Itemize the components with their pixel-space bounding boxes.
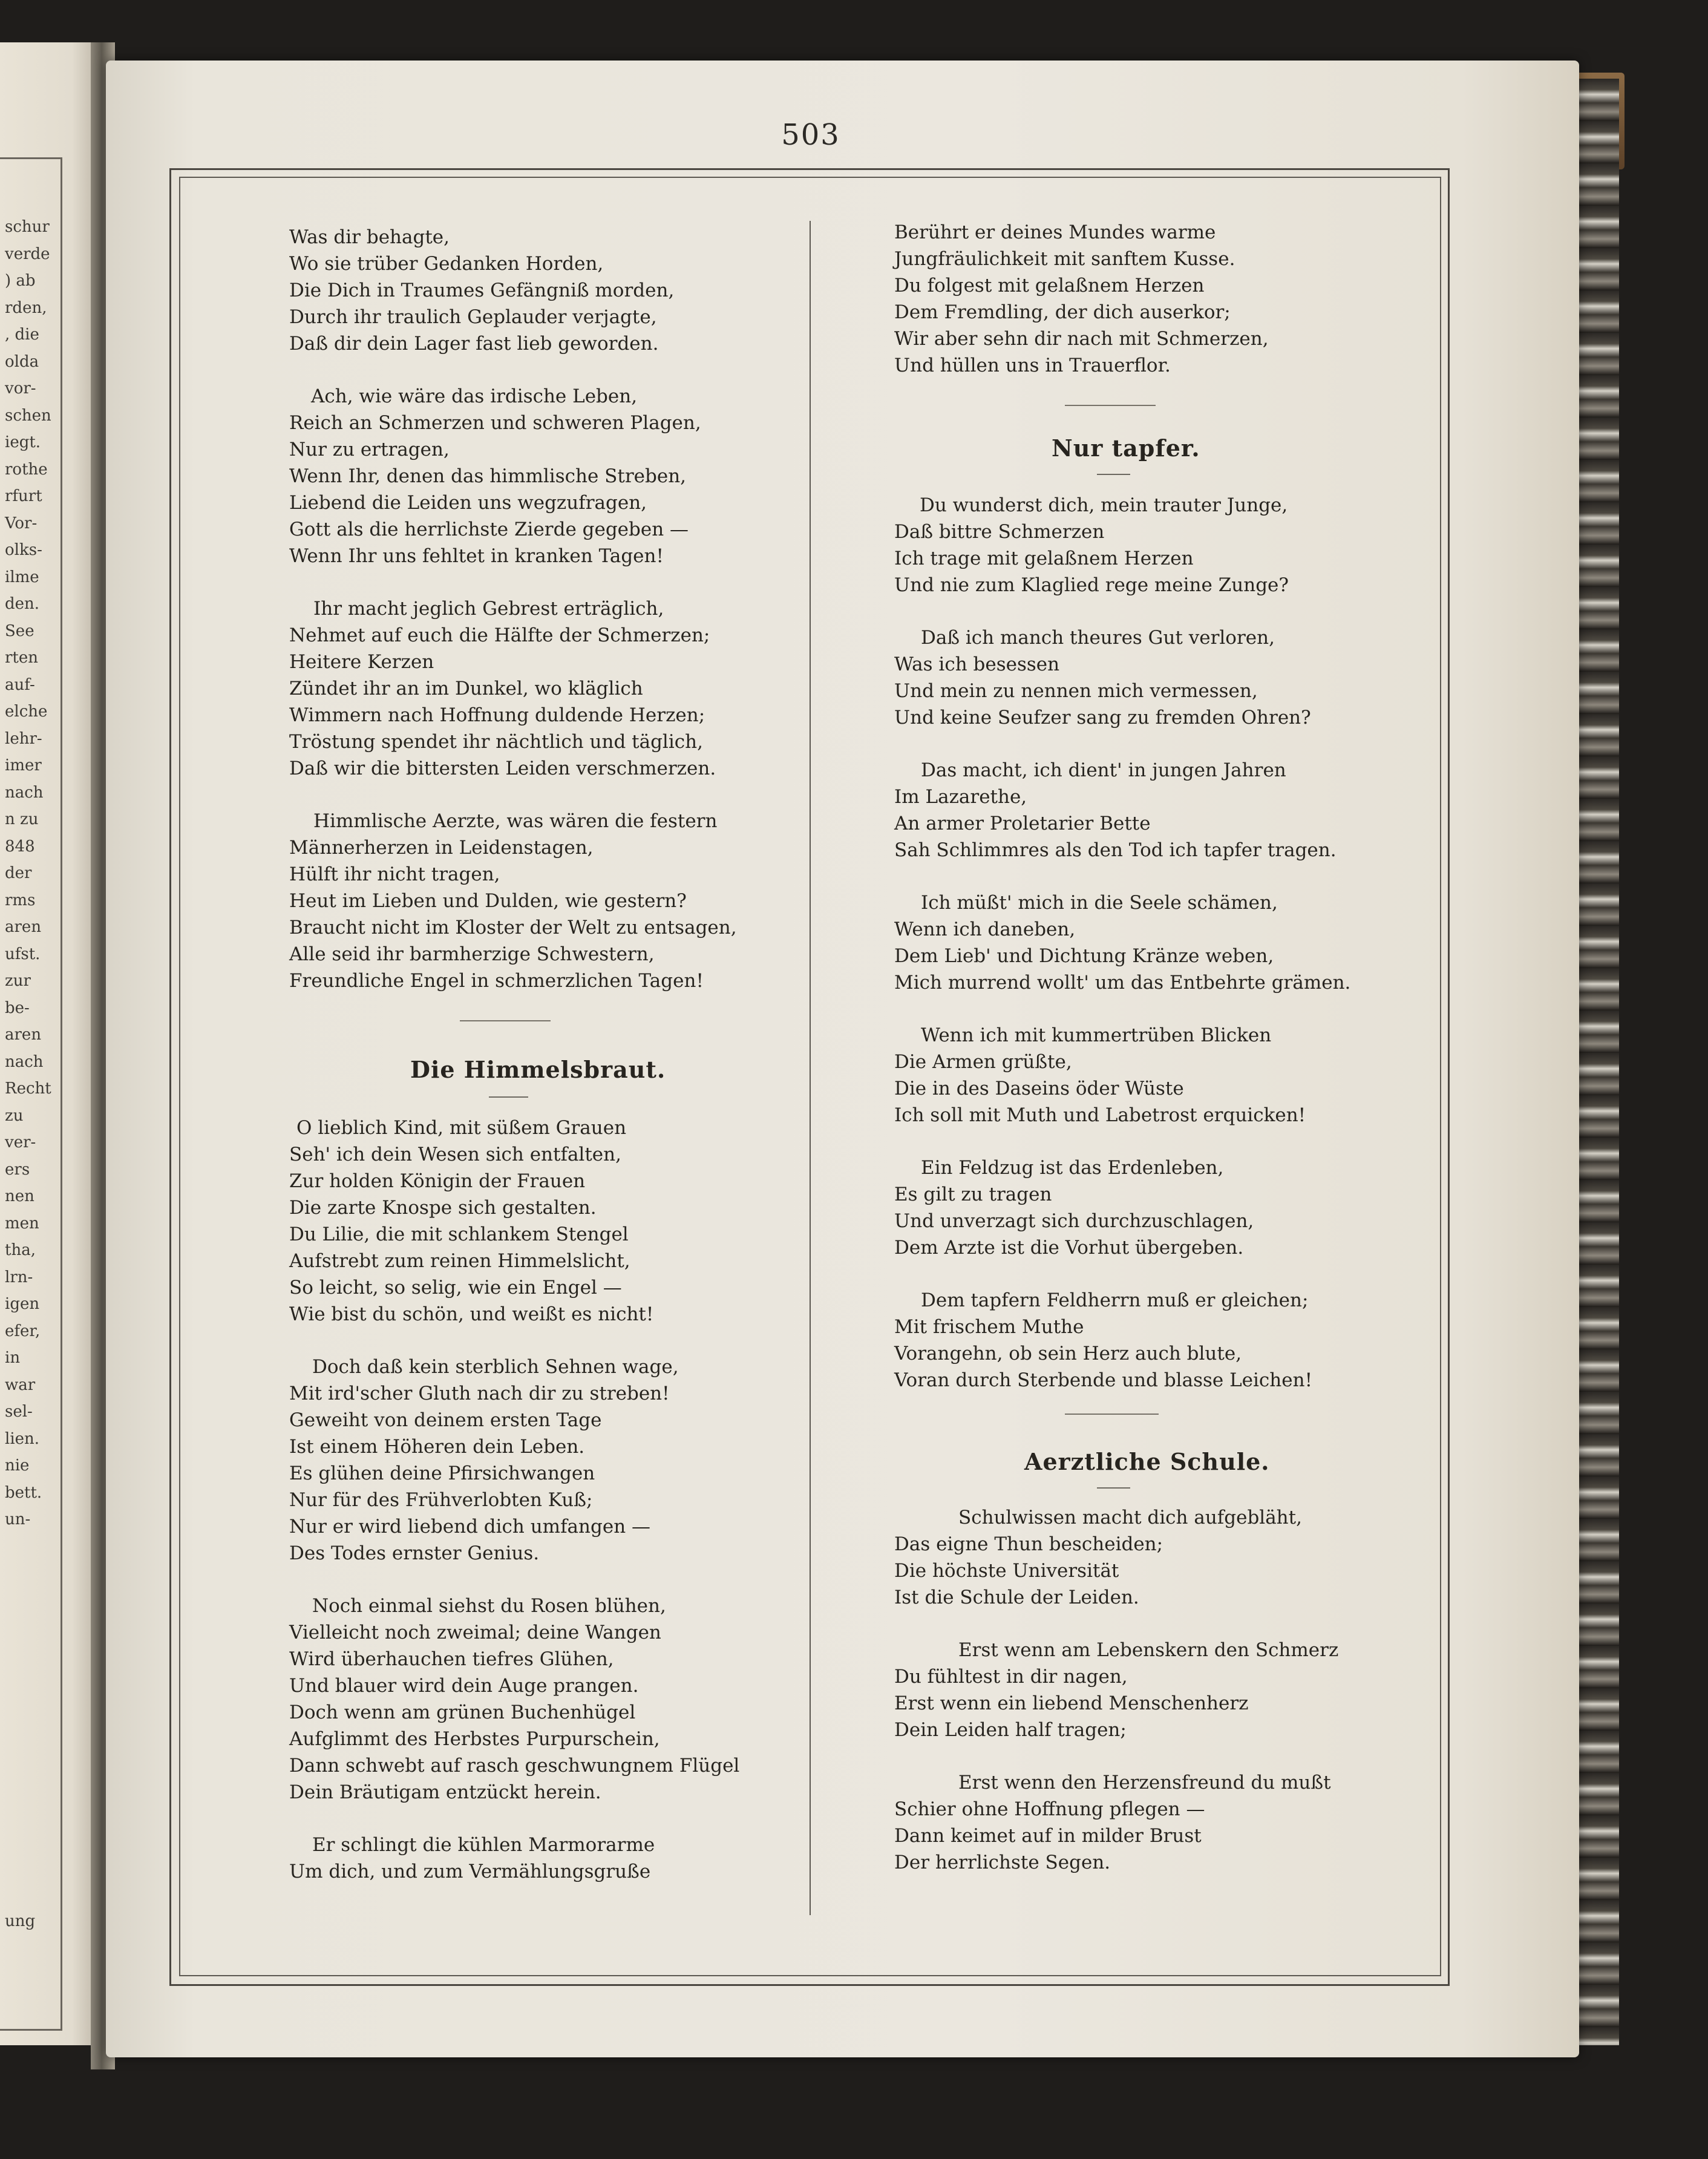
verse-line: O lieblich Kind, mit süßem Grauen [296, 1117, 627, 1139]
poem-himmelsbraut [289, 1115, 785, 1885]
stanza [894, 1769, 1415, 1876]
verse-line: Daß wir die bittersten Leiden verschmerzen. [289, 758, 716, 779]
verse-line: Erst wenn ein liebend Menschenherz [894, 1692, 1249, 1714]
verse-line: Nehmet auf euch die Hälfte der Schmerzen; [289, 624, 710, 646]
section-separator [1065, 405, 1156, 406]
verse-line: Dem tapfern Feldherrn muß er gleichen; [921, 1289, 1309, 1311]
stanza [289, 383, 785, 569]
verse-line: Geweiht von deinem ersten Tage [289, 1409, 602, 1431]
left-page-fragment: nach [5, 783, 44, 802]
verse-line: Was dir behagte, [289, 226, 450, 248]
left-page-fragment: verde [5, 244, 50, 263]
left-page-fragment: ung [5, 1912, 36, 1930]
left-page-fragment: zur [5, 972, 31, 990]
left-page-fragment: aren [5, 1026, 42, 1044]
left-page-fragment: rfurt [5, 487, 42, 505]
verse-line: Daß ich manch theures Gut verloren, [921, 627, 1275, 649]
verse-line: Zündet ihr an im Dunkel, wo kläglich [289, 678, 643, 699]
verse-line: Heitere Kerzen [289, 651, 434, 673]
verse-line: Des Todes ernster Genius. [289, 1542, 540, 1564]
left-page-fragment: un- [5, 1510, 31, 1528]
verse-line: Ich soll mit Muth und Labetrost erquicken! [894, 1104, 1306, 1126]
verse-line: Alle seid ihr barmherzige Schwestern, [289, 943, 655, 965]
verse-line: Der herrlichste Segen. [894, 1852, 1111, 1873]
stanza [894, 889, 1415, 996]
verse-line: Aufglimmt des Herbstes Purpurschein, [289, 1728, 660, 1750]
verse-line: Noch einmal siehst du Rosen blühen, [312, 1595, 666, 1617]
left-page-fragment: ver- [5, 1133, 36, 1152]
stanza [289, 1832, 785, 1885]
verse-line: Wimmern nach Hoffnung duldende Herzen; [289, 704, 705, 726]
left-page-fragment: auf- [5, 675, 35, 694]
section-separator [460, 1020, 551, 1021]
stanza [289, 224, 785, 357]
verse-line: Und unverzagt sich durchzuschlagen, [894, 1210, 1254, 1232]
stanza [894, 1155, 1415, 1261]
poem-title-nur-tapfer: Nur tapfer. [1052, 434, 1200, 462]
verse-line: Die höchste Universität [894, 1560, 1119, 1582]
left-page-fragment: sel- [5, 1403, 33, 1421]
right-intro-poem [894, 219, 1415, 379]
verse-line: Die zarte Knospe sich gestalten. [289, 1197, 597, 1219]
verse-line: Heut im Lieben und Dulden, wie gestern? [289, 890, 687, 912]
verse-line: Schier ohne Hoffnung pflegen — [894, 1798, 1205, 1820]
right-column [894, 219, 1415, 1902]
left-page-fragment: ers [5, 1160, 30, 1179]
verse-line: Daß dir dein Lager fast lieb geworden. [289, 333, 659, 355]
verse-line: Die Armen grüßte, [894, 1051, 1072, 1073]
verse-line: Im Lazarethe, [894, 786, 1027, 808]
verse-line: So leicht, so selig, wie ein Engel — [289, 1277, 622, 1299]
stanza [289, 1593, 785, 1806]
page-number: 503 [781, 118, 840, 152]
left-column [289, 224, 785, 1911]
stanza [894, 757, 1415, 863]
verse-line: Jungfräulichkeit mit sanftem Kusse. [894, 248, 1235, 270]
verse-line: Wie bist du schön, und weißt es nicht! [289, 1303, 654, 1325]
verse-line: Dann schwebt auf rasch geschwungnem Flügel [289, 1755, 740, 1777]
left-page-fragment: olda [5, 352, 39, 371]
verse-line: Du Lilie, die mit schlankem Stengel [289, 1224, 629, 1245]
verse-line: Es gilt zu tragen [894, 1184, 1052, 1205]
verse-line: Gott als die herrlichste Zierde gegeben — [289, 519, 689, 540]
verse-line: Du fühltest in dir nagen, [894, 1666, 1128, 1688]
left-page-fragment: rms [5, 891, 36, 909]
verse-line: Braucht nicht im Kloster der Welt zu entsagen, [289, 917, 737, 939]
verse-line: Er schlingt die kühlen Marmorarme [312, 1834, 655, 1856]
verse-line: Himmlische Aerzte, was wären die festern [313, 810, 718, 832]
verse-line: Wenn ich daneben, [894, 919, 1076, 940]
left-page-fragment: ) ab [5, 272, 36, 290]
verse-line: Nur er wird liebend dich umfangen — [289, 1516, 651, 1538]
verse-line: Und keine Seufzer sang zu fremden Ohren? [894, 707, 1311, 729]
verse-line: Männerherzen in Leidenstagen, [289, 837, 594, 859]
left-page-fragment: in [5, 1349, 21, 1367]
verse-line: Doch daß kein sterblich Sehnen wage, [312, 1356, 679, 1378]
stanza [894, 1637, 1415, 1743]
left-page-fragment: vor- [5, 379, 36, 398]
verse-line: Voran durch Sterbende und blasse Leichen! [894, 1369, 1313, 1391]
verse-line: Wenn Ihr uns fehltet in kranken Tagen! [289, 545, 664, 567]
left-page-fragment: lrn- [5, 1268, 33, 1286]
left-page-fragment: 848 [5, 837, 35, 856]
poem-title-aerztliche-schule: Aerztliche Schule. [1024, 1448, 1270, 1475]
verse-line: Und hüllen uns in Trauerflor. [894, 355, 1171, 376]
verse-line: Erst wenn den Herzensfreund du mußt [958, 1772, 1331, 1794]
stanza [894, 1022, 1415, 1129]
left-page-fragment: n zu [5, 810, 39, 828]
verse-line: Ihr macht jeglich Gebrest erträglich, [313, 598, 664, 620]
verse-line: Um dich, und zum Vermählungsgruße [289, 1861, 651, 1882]
verse-line: Wir aber sehn dir nach mit Schmerzen, [894, 328, 1269, 350]
left-page-fragment: nach [5, 1052, 44, 1071]
left-page-fragment: schen [5, 406, 51, 425]
left-page-fragment: Recht [5, 1080, 51, 1098]
left-page-fragment: Vor- [5, 514, 38, 532]
column-divider [810, 221, 811, 1915]
left-page-fragment: ilme [5, 568, 39, 586]
verse-line: Das eigne Thun bescheiden; [894, 1533, 1163, 1555]
verse-line: Dem Arzte ist die Vorhut übergeben. [894, 1237, 1244, 1259]
verse-line: Du folgest mit gelaßnem Herzen [894, 275, 1205, 296]
verse-line: Dem Lieb' und Dichtung Kränze weben, [894, 945, 1274, 967]
poem-title-himmelsbraut: Die Himmelsbraut. [410, 1056, 666, 1083]
verse-line: Mich murrend wollt' um das Entbehrte grämen. [894, 972, 1351, 994]
verse-line: Liebend die Leiden uns wegzufragen, [289, 492, 647, 514]
title-underline [1097, 1487, 1130, 1489]
poem-aerztliche-schule [894, 1504, 1415, 1876]
stanza [894, 219, 1415, 379]
left-page-fragment: men [5, 1214, 39, 1233]
verse-line: Dein Bräutigam entzückt herein. [289, 1781, 601, 1803]
verse-line: Ich müßt' mich in die Seele schämen, [921, 892, 1278, 914]
left-page-fragment: nen [5, 1187, 34, 1205]
left-page-fragment: den. [5, 595, 40, 613]
verse-line: Reich an Schmerzen und schweren Plagen, [289, 412, 701, 434]
left-page-fragment: lien. [5, 1429, 40, 1448]
left-page-edge [0, 42, 103, 2045]
verse-line: Mit ird'scher Gluth nach dir zu streben! [289, 1383, 670, 1404]
left-page-fragment: nie [5, 1456, 30, 1475]
verse-line: Was ich besessen [894, 654, 1060, 675]
left-page-fragment: der [5, 864, 32, 882]
left-intro-poem [289, 224, 785, 994]
left-page-fragment: rothe [5, 460, 48, 479]
verse-line: Wird überhauchen tiefres Glühen, [289, 1648, 614, 1670]
left-page-fragment: aren [5, 918, 42, 936]
left-page-fragment: olks- [5, 541, 42, 559]
verse-line: Daß bittre Schmerzen [894, 521, 1105, 543]
verse-line: Ich trage mit gelaßnem Herzen [894, 548, 1194, 569]
verse-line: Und nie zum Klaglied rege meine Zunge? [894, 574, 1289, 596]
verse-line: Durch ihr traulich Geplauder verjagte, [289, 306, 657, 328]
verse-line: Ist einem Höheren dein Leben. [289, 1436, 585, 1458]
verse-line: Doch wenn am grünen Buchenhügel [289, 1702, 636, 1723]
verse-line: Und mein zu nennen mich vermessen, [894, 680, 1258, 702]
left-page-fragment: imer [5, 756, 42, 775]
verse-line: Wenn ich mit kummertrüben Blicken [921, 1024, 1272, 1046]
verse-line: Du wunderst dich, mein trauter Junge, [920, 494, 1288, 516]
left-page-fragment: schur [5, 218, 50, 236]
stanza [894, 1504, 1415, 1611]
stanza [289, 595, 785, 782]
verse-line: Die in des Daseins öder Wüste [894, 1078, 1184, 1099]
left-page-fragment: be- [5, 998, 30, 1017]
verse-line: Das macht, ich dient' in jungen Jahren [921, 759, 1286, 781]
left-page-fragment: ufst. [5, 945, 41, 963]
verse-line: Seh' ich dein Wesen sich entfalten, [289, 1144, 621, 1165]
verse-line: Berührt er deines Mundes warme [894, 221, 1216, 243]
left-page-fragment: bett. [5, 1483, 42, 1502]
verse-line: Erst wenn am Lebenskern den Schmerz [958, 1639, 1339, 1661]
left-page-fragment: rden, [5, 298, 47, 317]
stanza [894, 1287, 1415, 1394]
verse-line: Zur holden Königin der Frauen [289, 1170, 586, 1192]
verse-line: Ist die Schule der Leiden. [894, 1587, 1139, 1608]
verse-line: Es glühen deine Pfirsichwangen [289, 1463, 595, 1484]
verse-line: Ach, wie wäre das irdische Leben, [311, 385, 638, 407]
verse-line: An armer Proletarier Bette [894, 813, 1151, 834]
left-page-fragment: iegt. [5, 433, 41, 451]
left-page-fragment: zu [5, 1106, 24, 1125]
title-underline [489, 1096, 528, 1098]
verse-line: Und blauer wird dein Auge prangen. [289, 1675, 639, 1697]
verse-line: Vorangehn, ob sein Herz auch blute, [894, 1343, 1242, 1365]
stanza [289, 1115, 785, 1328]
stanza [894, 492, 1415, 598]
verse-line: Dem Fremdling, der dich auserkor; [894, 301, 1231, 323]
left-page-fragment: elche [5, 703, 48, 721]
verse-line: Aufstrebt zum reinen Himmelslicht, [289, 1250, 630, 1272]
verse-line: Schulwissen macht dich aufgebläht, [958, 1507, 1302, 1528]
section-separator [1065, 1414, 1159, 1415]
left-page-fragment: , die [5, 326, 39, 344]
verse-line: Wo sie trüber Gedanken Horden, [289, 253, 604, 275]
left-page-fragment: rten [5, 649, 39, 667]
verse-line: Vielleicht noch zweimal; deine Wangen [289, 1622, 661, 1643]
poem-nur-tapfer [894, 492, 1415, 1394]
verse-line: Wenn Ihr, denen das himmlische Streben, [289, 465, 687, 487]
left-page-fragment: igen [5, 1295, 40, 1313]
verse-line: Die Dich in Traumes Gefängniß morden, [289, 280, 675, 301]
verse-line: Hülft ihr nicht tragen, [289, 863, 500, 885]
left-page-fragment: efer, [5, 1322, 41, 1340]
left-page-fragment: See [5, 621, 34, 640]
stanza [289, 808, 785, 994]
verse-line: Dann keimet auf in milder Brust [894, 1825, 1202, 1847]
verse-line: Ein Feldzug ist das Erdenleben, [921, 1157, 1224, 1179]
verse-line: Nur für des Frühverlobten Kuß; [289, 1489, 593, 1511]
left-page-fragment: war [5, 1375, 36, 1394]
title-underline [1097, 474, 1130, 475]
verse-line: Mit frischem Muthe [894, 1316, 1084, 1338]
left-page-fragment: tha, [5, 1241, 36, 1259]
verse-line: Tröstung spendet ihr nächtlich und täglich, [289, 731, 703, 753]
left-page-fragment: lehr- [5, 729, 42, 748]
verse-line: Nur zu ertragen, [289, 439, 450, 460]
verse-line: Sah Schlimmres als den Tod ich tapfer tragen. [894, 839, 1337, 861]
stanza [894, 624, 1415, 731]
stanza [289, 1354, 785, 1567]
verse-line: Dein Leiden half tragen; [894, 1719, 1127, 1741]
verse-line: Freundliche Engel in schmerzlichen Tagen! [289, 970, 704, 992]
